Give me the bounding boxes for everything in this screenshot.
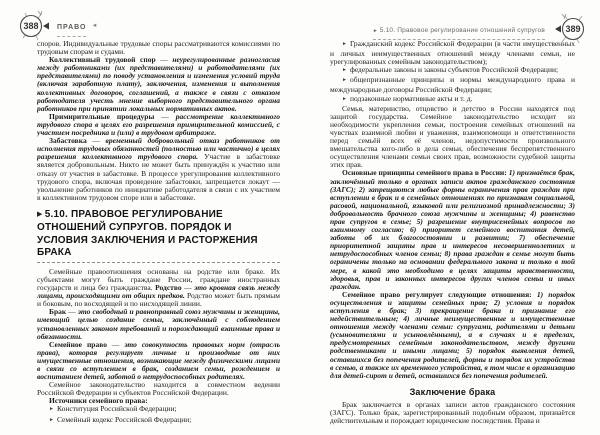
text-run: Семейное законодательство находится в совместном ведении Российской Федерации и субъектов Российской Федерации. bbox=[37, 380, 280, 398]
text-run: — bbox=[106, 339, 125, 349]
paragraph bbox=[37, 56, 280, 113]
text-run: Семья, материнство, отцовство и детство в России находятся под защитой государства. Семейное законодательство исходит из необходимости укрепления семьи, построения семейных отношений на чувствах взаимной любви и уважения, взаимопомощи и ответственности перед семьёй всех её членов, недопустимости произвольного вмешательства кого-либо в дела семьи, обеспечения беспрепятственного осуществления членами семьи своих прав, возможности судебной защиты этих прав. bbox=[330, 103, 575, 170]
bullet-icon: ► bbox=[49, 417, 54, 423]
text-run: федеральные законы и законы субъектов Российской Федерации; bbox=[349, 65, 559, 75]
left-page-body bbox=[37, 40, 280, 426]
text-run: Семейное право регулирует следующие отношения: bbox=[342, 289, 537, 299]
text-run: Коллективный трудовой спор bbox=[49, 55, 156, 65]
header-label-wrap bbox=[373, 19, 545, 40]
bullet-icon: ► bbox=[342, 78, 347, 84]
subheading: Заключение брака bbox=[409, 386, 496, 397]
list-item bbox=[37, 416, 280, 426]
header-label: ПРАВО bbox=[57, 23, 87, 31]
header-arrow-icon: ◄ bbox=[91, 23, 98, 29]
text-run: — bbox=[155, 55, 173, 65]
text-run: общепризнанные принципы и нормы международного права и международные договоры Российской Федерации; bbox=[330, 75, 575, 95]
page-number: 389 bbox=[565, 24, 581, 34]
text-run: — bbox=[181, 283, 195, 293]
text-run: это кровная связь между лицами, происходящими от общих предков. bbox=[37, 283, 280, 301]
text-run: неурегулированные разногласия между работниками (их представителями) и работодателями (их представителями) по поводу установления и изменения условий труда (включая заработную плату), заключения, изменения и выполнения коллективных договоров, соглашений, а также в связи с отказом работодателя учесть мнение выборного представительного органа работников при принятии локальных нормативных актов. bbox=[37, 55, 280, 113]
left-page-header bbox=[16, 9, 97, 43]
header-label-wrap bbox=[57, 16, 86, 37]
text-run: Примирительные процедуры bbox=[49, 111, 155, 121]
text-run: временный добровольный отказ работников от исполнения трудовых обязанностей (полностью или частично) в целях разрешения коллективного трудового спора. bbox=[37, 136, 280, 162]
header-marker-icon: ► bbox=[372, 28, 378, 34]
badge-arrow-icon bbox=[43, 23, 49, 30]
bullet-icon: ► bbox=[49, 407, 54, 413]
bullet-icon: ► bbox=[342, 42, 347, 47]
text-run: Гражданский кодекс Российской Федерации (в части имущественных и личных неимущественных отношений между членами семьи, не урегулированных семейным законодательством); bbox=[330, 40, 575, 67]
section-marker-icon: ▶ bbox=[37, 210, 45, 218]
list-item bbox=[330, 40, 575, 66]
paragraph bbox=[37, 308, 280, 340]
text-run: Конституция Российской Федерации; bbox=[56, 404, 177, 414]
text-run: Родство может быть прямым и боковым, по восходящей и по нисходящей линии. bbox=[37, 291, 280, 309]
page-number: 388 bbox=[23, 21, 39, 31]
text-run: Участие в забастовке является добровольным. Никто не может быть принуждён к участию или отказу от участия в забастовке. В процессе урегулирования коллективного трудового спора, включая проведение забастовки, запрещается локаут — увольнение работников по инициативе работодателя в связи с их участием в коллективном трудовом споре или в забастовке. bbox=[37, 152, 280, 202]
text-run: — bbox=[66, 307, 78, 317]
text-run: это совокупность правовых норм (отрасль права), которая регулирует личные и производные от них имущественные отношения, возникающие между физическими лицами в связи со вступлением в брак, созданием семьи, рождением и воспитанием детей, заботой о нетрудоспособных родителях. bbox=[37, 339, 280, 382]
header-label: 5.10. Правовое регулирование отношений супругов bbox=[379, 26, 545, 34]
text-run: это свободный и равноправный союз мужчины и женщины, имеющий целью создание семьи, заключённый с соблюдением установленных законом требований и порождающий взаимные права и обязанности. bbox=[37, 307, 280, 341]
text-run: Основные принципы семейного права в России: bbox=[342, 168, 509, 178]
text-run: споров. Индивидуальные трудовые споры рассматриваются комиссиями по трудовым спорам и судами. bbox=[37, 40, 280, 57]
text-run: Брак bbox=[49, 307, 67, 317]
bullet-icon: ► bbox=[342, 68, 347, 74]
paragraph bbox=[37, 341, 280, 381]
badge-arrow-icon bbox=[555, 26, 561, 33]
paragraph bbox=[37, 40, 280, 56]
paragraph bbox=[37, 113, 280, 137]
paragraph bbox=[330, 401, 575, 425]
text-run: Семейные правоотношения основаны на родстве или браке. Их субъектами могут быть граждане России, граждане иностранных государств и лица без гражданства. bbox=[37, 266, 280, 293]
dashed-rule bbox=[37, 262, 280, 263]
text-run: рассмотрение коллективного трудового спора в целях его разрешения примирительной комиссией, с участием посредника и (или) в трудовом арбитраже. bbox=[37, 111, 280, 138]
page-number-badge-left bbox=[16, 9, 52, 43]
paragraph bbox=[330, 105, 575, 170]
text-run: Источники семейного права: bbox=[49, 396, 148, 406]
paragraph bbox=[37, 381, 280, 397]
text-run: — bbox=[154, 111, 176, 121]
section-heading: ▶ 5.10. ПРАВОВОЕ РЕГУЛИРОВАНИЕ ОТНОШЕНИЙ СУПРУГОВ. ПОРЯДОК И УСЛОВИЯ ЗАКЛЮЧЕНИЯ И РАСТОРЖЕНИЯ БРАКА bbox=[37, 208, 258, 259]
text-run: Семейное право bbox=[49, 339, 107, 349]
text-run: Родство bbox=[155, 283, 182, 293]
bullet-icon: ► bbox=[342, 96, 347, 102]
text-run: — bbox=[86, 136, 106, 146]
right-page-body bbox=[330, 40, 575, 425]
text-run: Семейный кодекс Российской Федерации; bbox=[56, 414, 192, 424]
text-run: Забастовка bbox=[49, 136, 87, 146]
list-item bbox=[330, 76, 575, 94]
paragraph bbox=[330, 291, 575, 380]
text-run: 1) порядок осуществления и защиты семейных прав; 2) условия и порядок вступления в брак; 3) прекращение брака и признание его недействительным; 4) личные неимущественные и имущественные отношения между членами семьи: супругами, родителями и детьми (усыновителями и усыновлёнными), а в случаях и в пределах, предусмотренных семейным законодательством, между другими родственниками и иными лицами; 5) порядок выявления детей, оставшихся без попечения родителей, формы и порядок их устройства в семью, а также их временного устройства, в том числе в организацию для детей-сирот и детей, оставшихся без попечения родителей. bbox=[330, 289, 575, 380]
text-run: Брак заключается в органах записи актов гражданского состояния (ЗАГС). Только брак, зарегистрированный подобным образом, признаётся действительным и порождает юридические последствия. Права и bbox=[330, 399, 575, 426]
text-run: подзаконные нормативные акты и т. д. bbox=[349, 93, 473, 103]
paragraph bbox=[330, 169, 575, 290]
text-run: 1) признаётся брак, заключённый только в органах записи актов гражданского состояния (ЗАГС); 2) запрещаются любые формы ограничения прав граждан при вступлении в брак и в семейных отношениях по признакам социальной, расовой, национальной, языковой или религиозной принадлежности; 3) добровольность брачного союза мужчины и женщины; 4) равенство прав супругов в семье; 5) разрешение внутрисемейных вопросов по взаимному согласию; 6) приоритет семейного воспитания детей, заботы об их благосостоянии и развитии; 7) обеспечение приоритетной защиты прав и интересов несовершеннолетних и нетрудоспособных членов семьи; 8) права граждан в семье могут быть ограничены только на основании федерального закона и только в той мере, в какой это необходимо в целях защиты нравственности, здоровья, прав и законных интересов других членов семьи и иных граждан. bbox=[330, 168, 575, 291]
paragraph bbox=[37, 137, 280, 202]
paragraph bbox=[37, 268, 280, 308]
